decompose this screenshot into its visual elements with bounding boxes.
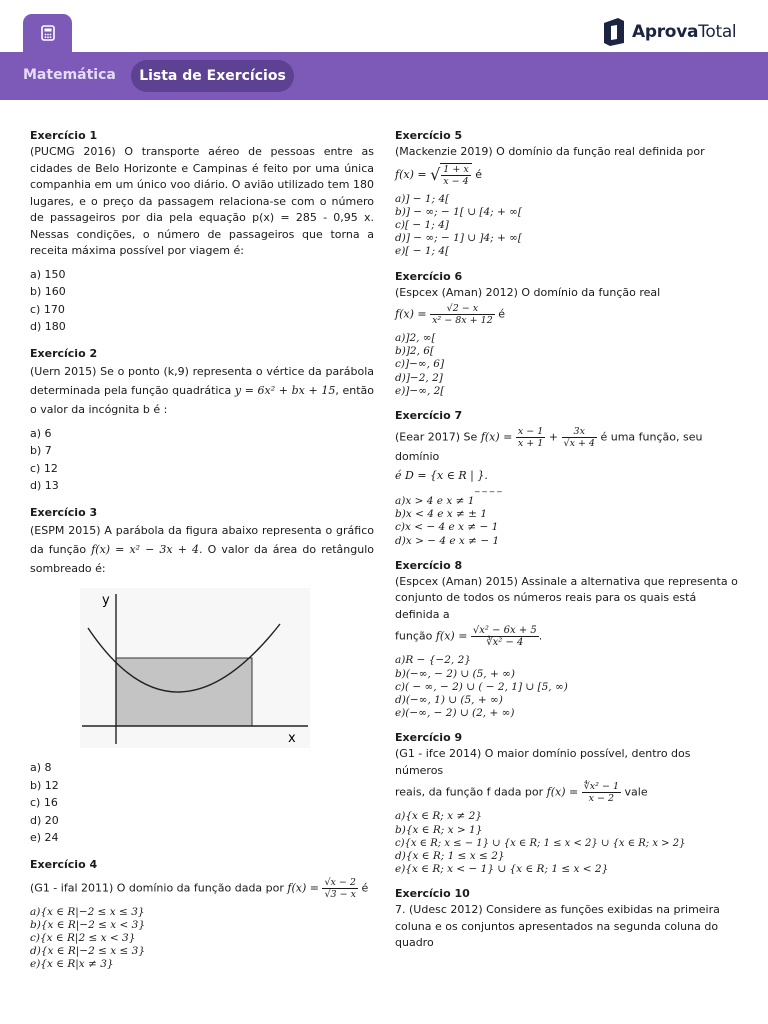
y-axis-label: y xyxy=(102,592,110,608)
exercise-5 xyxy=(395,128,740,259)
option: e)]−∞, 2[ xyxy=(395,384,445,397)
option: b)] − ∞; − 1[ ∪ [4; + ∞[ xyxy=(395,205,523,218)
option: e){x ∈ R|x ≠ 3} xyxy=(30,958,114,971)
exercise-text: (G1 - ifal 2011) O domínio da função dada por f(x) = $\frac{√x - 2}{√3 - x}$ é xyxy=(30,876,369,900)
option: a) 6 xyxy=(30,426,52,440)
exercise-text: (G1 - ifce 2014) O maior domínio possível, dentro dos números xyxy=(395,747,691,777)
fraction: $\frac{√2 - x}{\text{x² − 8x + 12}}$ xyxy=(432,303,493,327)
option: c) 12 xyxy=(30,461,58,475)
calculator-tab[interactable] xyxy=(23,14,72,52)
option: c)( − ∞, − 2) ∪ ( − 2, 1] ∪ [5, ∞) xyxy=(395,680,568,693)
formula-line: reais, da função f dada por f(x) = $\frac{\text{∜x² − 1}}{x - 2}$ vale xyxy=(395,781,648,805)
fraction: $\frac{\text{∜x² − 1}}{x - 2}$ xyxy=(583,781,620,805)
fraction: $\frac{3x}{√x + 4}$ xyxy=(563,426,595,450)
option: a)R − {−2, 2} xyxy=(395,654,471,667)
option: d) 20 xyxy=(30,813,59,827)
fraction: $\frac{1 + x}{x - 4}$ xyxy=(440,163,471,187)
option: b)(−∞, − 2) ∪ (5, + ∞) xyxy=(395,667,515,680)
option: a)]2, ∞[ xyxy=(395,332,436,345)
options-list xyxy=(395,810,740,876)
exercise-text: (Mackenzie 2019) O domínio da função real definida por xyxy=(395,145,705,158)
exercise-text: (Uern 2015) Se o ponto (k,9) representa o vértice da parábola determinada pela função quadrática y = 6x² + bx + 15, então o valor da incógnita b é : xyxy=(30,364,375,416)
parabola-graph xyxy=(80,588,310,748)
option: b) 160 xyxy=(30,285,66,298)
exercise-title: Exercício 4 xyxy=(30,857,98,871)
exercise-1 xyxy=(30,128,374,336)
option: a) 8 xyxy=(30,761,52,774)
option: e){x ∈ R; x < − 1} ∪ {x ∈ R; 1 ≤ x < 2} xyxy=(395,863,609,876)
option: d) 13 xyxy=(30,479,59,492)
option: d)]−2, 2] xyxy=(395,371,443,384)
exercise-text: (Eear 2017) Se f(x) = $\frac{x - 1}{x + 1}$ + $\frac{3x}{√x + 4}$ é uma função, seu domínio xyxy=(395,426,703,464)
fraction: $\frac{x - 1}{x + 1}$ xyxy=(517,426,544,450)
option: b) 7 xyxy=(30,444,52,457)
option: d){x ∈ R; 1 ≤ x ≤ 2} xyxy=(395,849,505,862)
exercise-title: Exercício 9 xyxy=(395,731,463,745)
option: d) 180 xyxy=(30,320,66,333)
formula-line: f(x) = √ $\frac{1 + x}{x - 4}$ é xyxy=(395,163,482,187)
option: d)] − ∞; − 1] ∪ ]4; + ∞[ xyxy=(395,232,523,245)
exercise-title: Exercício 1 xyxy=(30,129,98,142)
options-list xyxy=(30,906,374,972)
option: c)[ − 1; 4] xyxy=(395,218,449,231)
exercise-9 xyxy=(395,730,740,876)
option: b) 12 xyxy=(30,778,59,792)
exercise-4 xyxy=(30,857,374,972)
exercise-title: Exercício 8 xyxy=(395,558,463,572)
option: a){x ∈ R|−2 ≤ x ≤ 3} xyxy=(30,905,145,918)
subject-tab[interactable]: Matemática xyxy=(23,67,116,83)
logo-mark-icon xyxy=(602,17,626,47)
options-list xyxy=(395,654,740,720)
domain-blank: _ _ _ _ xyxy=(475,483,502,494)
exercise-text: (ESPM 2015) A parábola da figura abaixo representa o gráfico da função f(x) = x² − 3x + 4. O valor da área do retângulo sombreado é: xyxy=(30,523,374,575)
formula-line: f(x) = $\frac{√2 - x}{\text{x² − 8x + 12}}$ é xyxy=(395,303,506,327)
option: b){x ∈ R; x > 1} xyxy=(395,823,483,836)
formula: f(x) = x² − 3x + 4. xyxy=(91,542,203,556)
options-list xyxy=(395,193,740,259)
exercise-6 xyxy=(395,269,740,399)
option: c) 16 xyxy=(30,796,58,809)
exercise-text: (Espcex (Aman) 2015) Assinale a alternativa que representa o conjunto de todos os números reais para os quais está definida a xyxy=(395,574,738,621)
option: a){x ∈ R; x ≠ 2} xyxy=(395,810,482,823)
option: d){x ∈ R|−2 ≤ x ≤ 3} xyxy=(30,945,146,958)
option: e)(−∞, − 2) ∪ (2, + ∞) xyxy=(395,707,515,720)
header-band xyxy=(0,52,768,100)
option: d)x > − 4 e x ≠ − 1 xyxy=(395,534,500,547)
exercise-7 xyxy=(395,408,740,548)
aprovatotal-logo[interactable] xyxy=(602,16,736,48)
calculator-icon xyxy=(41,25,55,41)
logo-text: AprovaTotal xyxy=(632,22,737,42)
option: b){x ∈ R|−2 ≤ x < 3} xyxy=(30,918,146,931)
option: c)x < − 4 e x ≠ − 1 xyxy=(395,521,499,534)
option: a)x > 4 e x ≠ 1 xyxy=(395,495,475,508)
exercise-title: Exercício 6 xyxy=(395,269,463,283)
option: c)]−∞, 6] xyxy=(395,358,445,371)
option: b)]2, 6[ xyxy=(395,345,435,358)
option: a)] − 1; 4[ xyxy=(395,192,450,205)
exercise-title: Exercício 3 xyxy=(30,505,98,519)
exercise-title: Exercício 7 xyxy=(395,409,463,423)
options-list xyxy=(30,759,374,847)
exercise-list-tab[interactable]: Lista de Exercícios xyxy=(131,60,294,92)
fraction: $\frac{√x - 2}{√3 - x}$ xyxy=(324,876,356,900)
exercise-3 xyxy=(30,505,374,847)
formula-line: função f(x) = $\frac{\text{√x² − 6x + 5}}{\text{∛x² − 4}}$ . xyxy=(395,625,543,649)
option: e)[ − 1; 4[ xyxy=(395,245,450,258)
option: c) 170 xyxy=(30,302,65,316)
formula: y = 6x² + bx + 15 xyxy=(234,383,336,397)
exercise-10 xyxy=(395,886,740,952)
exercise-8 xyxy=(395,558,740,721)
exercise-text: (Espcex (Aman) 2012) O domínio da função real xyxy=(395,285,661,299)
exercise-2 xyxy=(30,346,374,495)
option: c){x ∈ R; x ≤ − 1} ∪ {x ∈ R; 1 ≤ x < 2} ∪ {x ∈ R; x > 2} xyxy=(395,837,686,849)
domain-line: é D = {x ∈ R | }. xyxy=(395,468,488,482)
exercise-title: Exercício 2 xyxy=(30,346,98,360)
option: b)x < 4 e x ≠ ± 1 xyxy=(395,508,487,521)
option: c){x ∈ R|2 ≤ x < 3} xyxy=(30,931,136,944)
options-list xyxy=(395,495,740,548)
exercise-title: Exercício 10 xyxy=(395,887,470,901)
option: a) 150 xyxy=(30,267,66,281)
exercise-text: (PUCMG 2016) O transporte aéreo de pessoas entre as cidades de Belo Horizonte e Campinas é feito por uma única companhia em um único voo diário. O avião utilizado tem 180 lugares, e o preço da passagem relaciona-se com o número de passageiros por dia pela equação p(x) = 285 - 0,95 x. Nessas condições, o número de passageiros que torna a receita máxima possível por viagem é: xyxy=(30,145,374,257)
x-axis-label: x xyxy=(288,730,296,746)
right-column xyxy=(395,128,740,952)
exercise-title: Exercício 5 xyxy=(395,129,463,142)
exercise-text: 7. (Udesc 2012) Considere as funções exibidas na primeira coluna e os conjuntos apresentados na segunda coluna do quadro xyxy=(395,903,720,950)
options-list xyxy=(395,332,740,398)
fraction: $\frac{\text{√x² − 6x + 5}}{\text{∛x² − 4}}$ xyxy=(472,625,537,649)
options-list xyxy=(30,266,374,336)
option: d)(−∞, 1) ∪ (5, + ∞) xyxy=(395,693,503,706)
left-column xyxy=(30,128,374,972)
option: e) 24 xyxy=(30,831,59,844)
options-list xyxy=(30,425,374,495)
